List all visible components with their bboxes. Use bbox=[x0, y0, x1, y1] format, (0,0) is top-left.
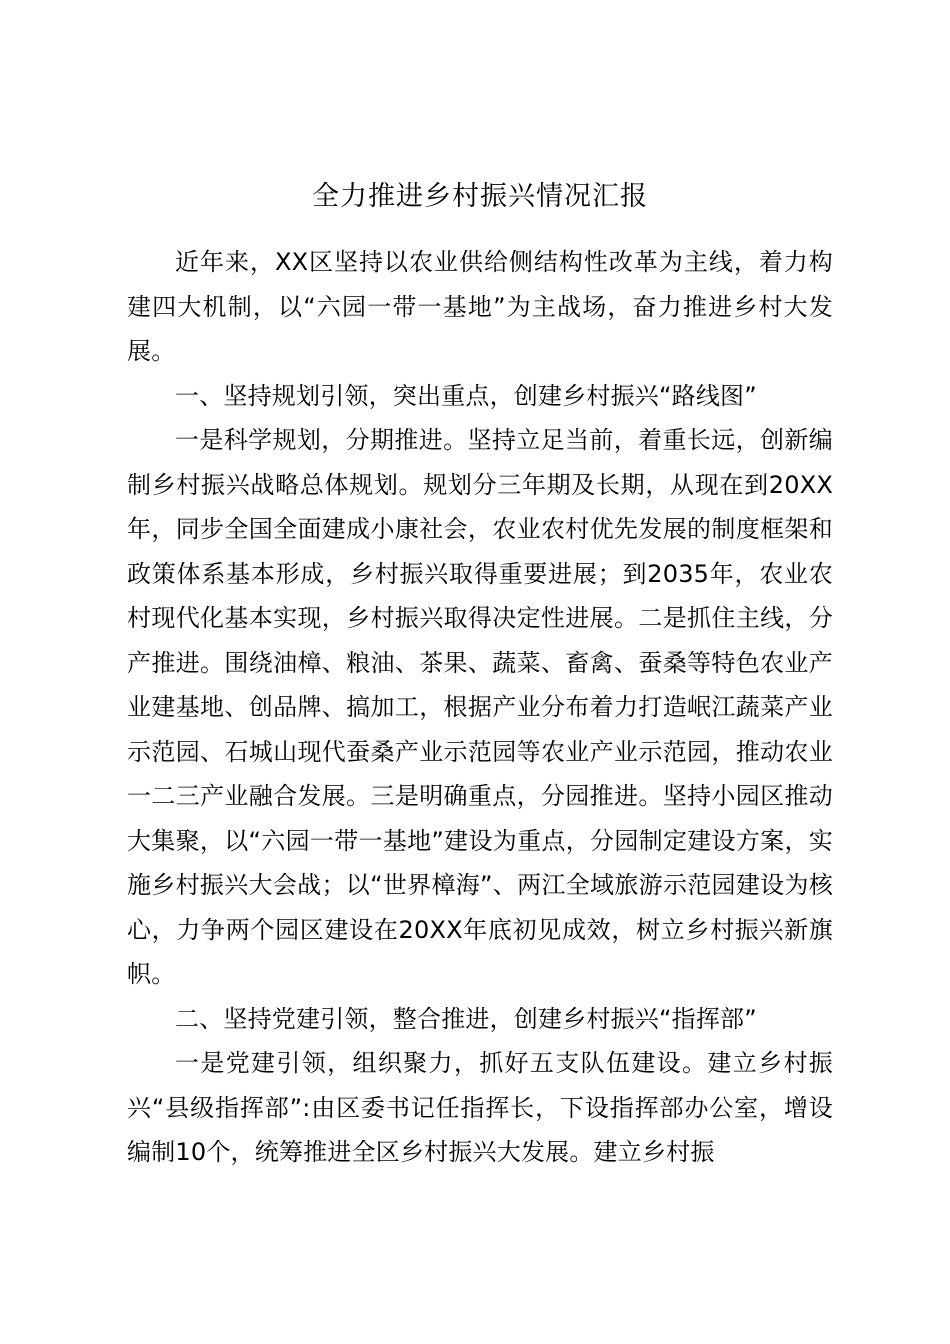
section-heading-2: 二、坚持党建引领，整合推进，创建乡村振兴“指挥部” bbox=[175, 1004, 757, 1033]
document-body bbox=[127, 240, 833, 1175]
section-heading-1: 一、坚持规划引领，突出重点，创建乡村振兴“路线图” bbox=[175, 381, 757, 410]
intro-paragraph: 近年来，XX区坚持以农业供给侧结构性改革为主线，着力构建四大机制，以“六园一带一基地”为主战场，奋力推进乡村大发展。 bbox=[127, 248, 833, 365]
document-title: 全力推进乡村振兴情况汇报 bbox=[312, 181, 648, 212]
section-1-paragraph: 一是科学规划，分期推进。坚持立足当前，着重长远，创新编制乡村振兴战略总体规划。规划分三年期及长期，从现在到20XX年，同步全国全面建成小康社会，农业农村优先发展的制度框架和政策体系基本形成，乡村振兴取得重要进展；到2035年，农业农村现代化基本实现，乡村振兴取得决定性进展。二是抓住主线，分产推进。围绕油樟、粮油、茶果、蔬菜、畜禽、蚕桑等特色农业产业建基地、创品牌、搞加工，根据产业分布着力打造岷江蔬菜产业示范园、石城山现代蚕桑产业示范园等农业产业示范园，推动农业一二三产业融合发展。三是明确重点，分园推进。坚持小园区推动大集聚，以“六园一带一基地”建设为重点，分园制定建设方案，实施乡村振兴大会战；以“世界樟海”、两江全域旅游示范园建设为核心，力争两个园区建设在20XX年底初见成效，树立乡村振兴新旗帜。 bbox=[127, 426, 833, 988]
section-2-paragraph: 一是党建引领，组织聚力，抓好五支队伍建设。建立乡村振兴“县级指挥部”:由区委书记任指挥长，下设指挥部办公室，增设编制10个，统筹推进全区乡村振兴大发展。建立乡村振 bbox=[127, 1049, 833, 1166]
